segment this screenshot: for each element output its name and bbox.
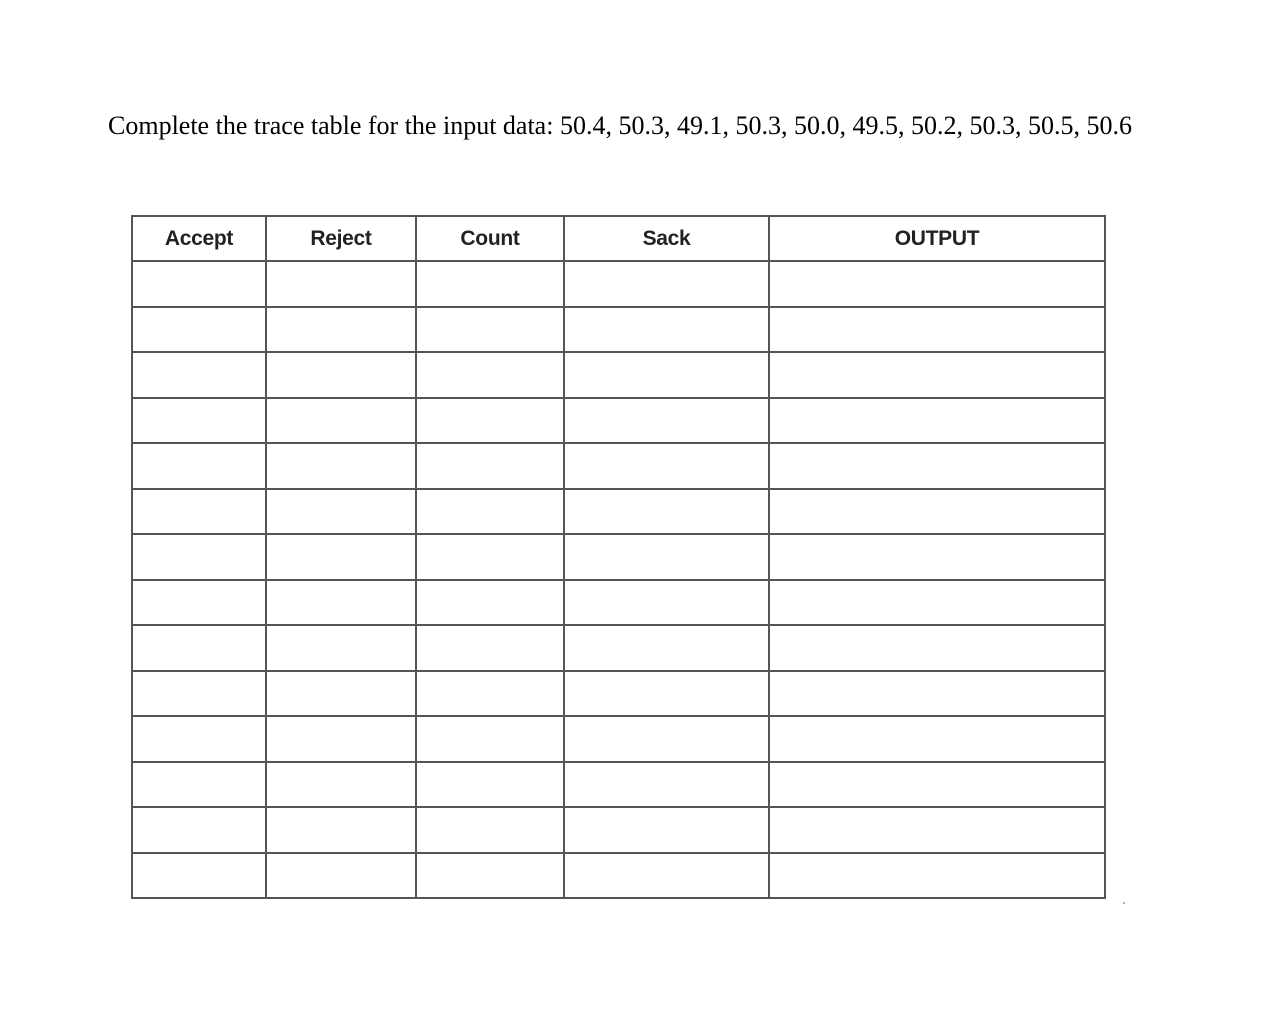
table-row [132,261,1105,307]
header-accept: Accept [132,216,266,261]
cell-sack[interactable] [564,580,769,626]
cell-accept[interactable] [132,580,266,626]
cell-reject[interactable] [266,762,416,808]
cell-sack[interactable] [564,625,769,671]
table-row [132,443,1105,489]
header-sack: Sack [564,216,769,261]
cell-sack[interactable] [564,534,769,580]
cell-count[interactable] [416,398,564,444]
cell-count[interactable] [416,580,564,626]
cell-sack[interactable] [564,307,769,353]
cell-count[interactable] [416,352,564,398]
cell-count[interactable] [416,489,564,535]
cell-count[interactable] [416,671,564,717]
cell-accept[interactable] [132,489,266,535]
cell-accept[interactable] [132,398,266,444]
cell-accept[interactable] [132,261,266,307]
table-row [132,398,1105,444]
cell-output[interactable] [769,261,1105,307]
cell-output[interactable] [769,625,1105,671]
cell-count[interactable] [416,443,564,489]
table-row [132,716,1105,762]
cell-sack[interactable] [564,807,769,853]
cell-count[interactable] [416,853,564,899]
cell-output[interactable] [769,443,1105,489]
cell-accept[interactable] [132,307,266,353]
cell-sack[interactable] [564,261,769,307]
cell-output[interactable] [769,352,1105,398]
table-row [132,307,1105,353]
cell-reject[interactable] [266,352,416,398]
cell-accept[interactable] [132,807,266,853]
trace-table-body [132,261,1105,898]
cell-accept[interactable] [132,671,266,717]
header-count: Count [416,216,564,261]
cell-reject[interactable] [266,671,416,717]
cell-sack[interactable] [564,352,769,398]
cell-count[interactable] [416,807,564,853]
cell-reject[interactable] [266,534,416,580]
cell-output[interactable] [769,580,1105,626]
cell-count[interactable] [416,716,564,762]
cell-accept[interactable] [132,853,266,899]
cell-count[interactable] [416,307,564,353]
cell-count[interactable] [416,762,564,808]
cell-sack[interactable] [564,398,769,444]
trace-table [131,215,1106,899]
table-row [132,807,1105,853]
cell-reject[interactable] [266,398,416,444]
table-row [132,580,1105,626]
cell-reject[interactable] [266,716,416,762]
cell-output[interactable] [769,853,1105,899]
cell-count[interactable] [416,261,564,307]
cell-count[interactable] [416,625,564,671]
table-row [132,534,1105,580]
cell-sack[interactable] [564,443,769,489]
table-row [132,625,1105,671]
cell-output[interactable] [769,716,1105,762]
table-row [132,853,1105,899]
cell-output[interactable] [769,671,1105,717]
cell-reject[interactable] [266,625,416,671]
cell-output[interactable] [769,398,1105,444]
header-reject: Reject [266,216,416,261]
stray-mark [1123,902,1125,904]
cell-reject[interactable] [266,443,416,489]
cell-accept[interactable] [132,443,266,489]
cell-sack[interactable] [564,489,769,535]
cell-reject[interactable] [266,261,416,307]
cell-accept[interactable] [132,625,266,671]
cell-sack[interactable] [564,853,769,899]
table-row [132,352,1105,398]
cell-output[interactable] [769,807,1105,853]
cell-accept[interactable] [132,762,266,808]
cell-reject[interactable] [266,489,416,535]
cell-reject[interactable] [266,307,416,353]
cell-output[interactable] [769,489,1105,535]
table-row [132,671,1105,717]
table-row [132,762,1105,808]
cell-reject[interactable] [266,580,416,626]
cell-sack[interactable] [564,671,769,717]
question-text: Complete the trace table for the input data: 50.4, 50.3, 49.1, 50.3, 50.0, 49.5, 50.2, 50.3, 50.5, 50.6 [108,111,1132,140]
cell-sack[interactable] [564,716,769,762]
cell-reject[interactable] [266,807,416,853]
cell-output[interactable] [769,762,1105,808]
header-row [132,216,1105,261]
cell-accept[interactable] [132,534,266,580]
cell-output[interactable] [769,534,1105,580]
cell-sack[interactable] [564,762,769,808]
cell-count[interactable] [416,534,564,580]
cell-reject[interactable] [266,853,416,899]
cell-accept[interactable] [132,716,266,762]
table-row [132,489,1105,535]
cell-output[interactable] [769,307,1105,353]
header-output: OUTPUT [769,216,1105,261]
cell-accept[interactable] [132,352,266,398]
